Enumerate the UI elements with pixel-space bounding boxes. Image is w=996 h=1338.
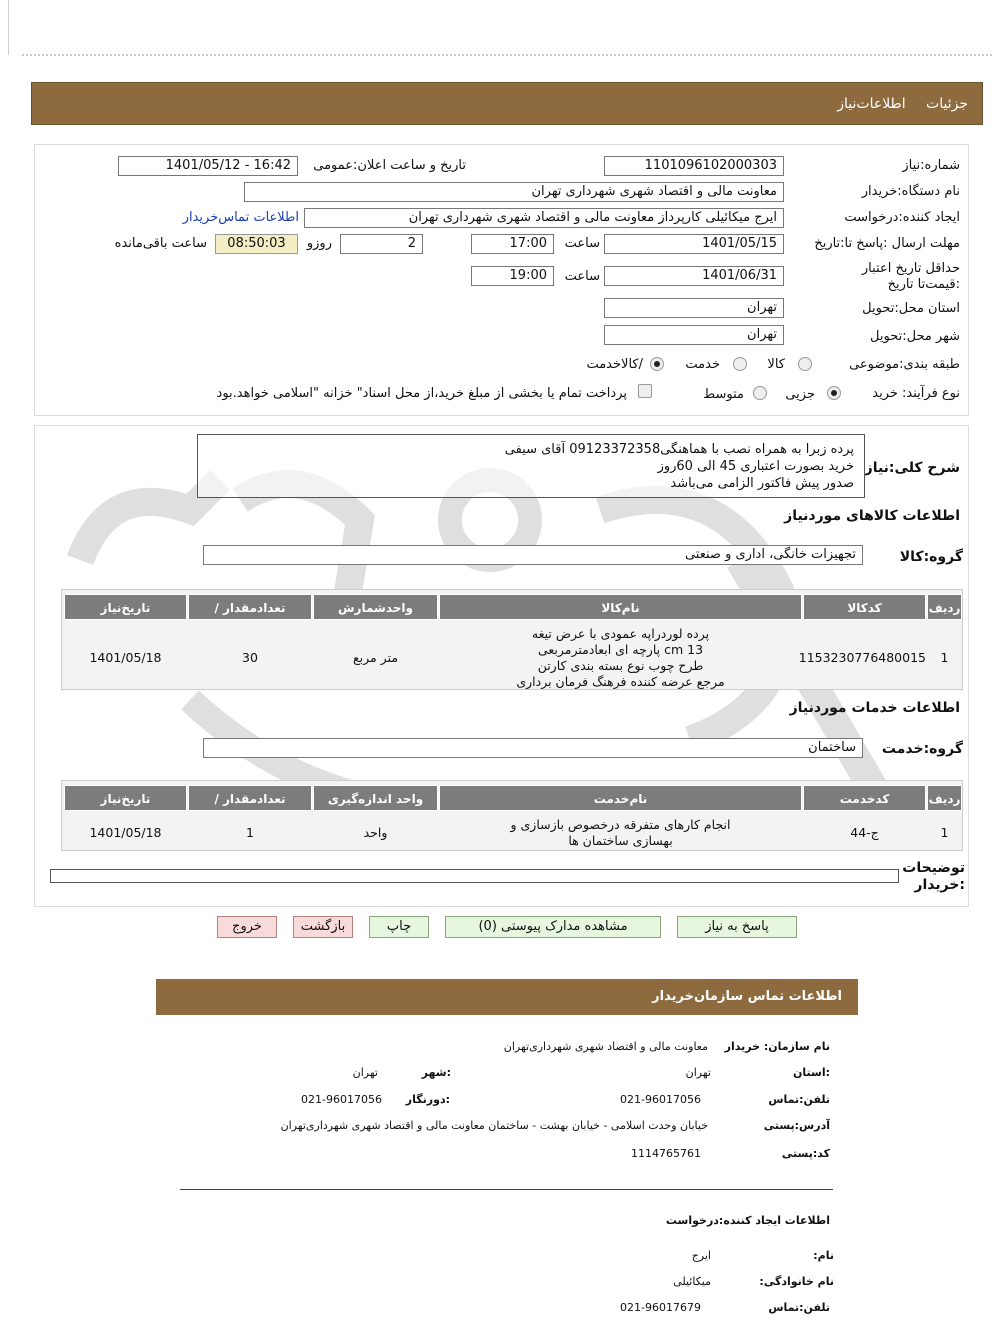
category-service-radio[interactable] (733, 357, 747, 371)
goods-th-index: ردیف (927, 594, 962, 620)
creator-family-label: نام خانوادگی: (759, 1275, 834, 1288)
contact-city-label: :شهر (421, 1066, 451, 1079)
creator-section-title: اطلاعات ایجاد کننده:درخواست (665, 1214, 830, 1227)
goods-th-date: تاریخ‌نیاز (64, 594, 187, 620)
contact-fax-value: 021-96017056 (301, 1093, 382, 1106)
need-number-label: شماره:نیاز (902, 158, 960, 173)
process-label: نوع فرآیند: خرید (872, 386, 960, 401)
validity-date-field: 1401/06/31 (604, 266, 784, 286)
category-service-label: خدمت (685, 357, 720, 372)
process-minor-radio[interactable] (827, 386, 841, 400)
contact-header-bar (156, 979, 858, 1015)
announce-label: تاریخ و ساعت اعلان:عمومی (313, 158, 466, 173)
creator-name-label: نام: (813, 1249, 834, 1262)
deadline-label: مهلت ارسال :پاسخ تا:تاریخ (814, 236, 960, 251)
summary-line: پرده زبرا به همراه نصب با هماهنگی09123372358 آقای سیفی (504, 442, 854, 457)
days-label: روزو (306, 236, 332, 251)
contact-city-value: تهران (352, 1066, 378, 1079)
services-th-unit: واحد اندازه‌گیری (313, 785, 438, 811)
goods-th-unit: واحدشمارش (313, 594, 438, 620)
contact-province-value: تهران (685, 1066, 711, 1079)
services-th-code: کدخدمت (803, 785, 926, 811)
goods-section-title: اطلاعات کالاهای موردنیاز (784, 508, 960, 524)
contact-address-value: خیابان وحدت اسلامی - خیابان بهشت - ساختمان معاونت مالی و اقتصاد شهری شهرداری‌تهران (280, 1119, 708, 1132)
services-name-line: انجام کارهای متفرقه درخصوص بازسازی و (510, 817, 731, 832)
contact-address-label: آدرس:پستی (763, 1119, 830, 1132)
services-row-date: 1401/05/18 (89, 825, 162, 840)
category-goods-service-label: /کالاخدمت (586, 357, 643, 372)
services-group-label: گروه:خدمت (881, 741, 963, 757)
dotted-separator (22, 54, 992, 56)
back-button[interactable]: بازگشت (293, 916, 353, 938)
goods-row-date: 1401/05/18 (89, 650, 162, 665)
services-th-name: نام‌خدمت (439, 785, 802, 811)
city-field: تهران (604, 325, 784, 345)
deadline-hour-label: ساعت (564, 236, 600, 251)
buyer-label: نام دستگاه:خریدار (861, 184, 960, 199)
category-goods-service-radio[interactable] (650, 357, 664, 371)
validity-hour-label: ساعت (564, 269, 600, 284)
province-label: استان محل:تحویل (862, 301, 960, 316)
services-th-qty: / تعدادمقدار (188, 785, 312, 811)
buyer-field: معاونت مالی و اقتصاد شهری شهرداری تهران (244, 182, 784, 202)
category-goods-radio[interactable] (798, 357, 812, 371)
buyer-notes-label: توضیحات :خریدار (902, 860, 965, 893)
goods-th-name: نام‌کالا (439, 594, 802, 620)
services-row-index: 1 (940, 825, 949, 840)
summary-line: خرید بصورت اعتباری 45 الی 60روز (657, 459, 854, 474)
contact-divider (180, 1189, 833, 1190)
need-number-field: 1101096102000303 (604, 156, 784, 176)
contact-postal-value: 1114765761 (631, 1147, 701, 1160)
services-section-title: اطلاعات خدمات موردنیاز (789, 700, 960, 716)
goods-row-code: 1153230776480015 (798, 650, 926, 665)
category-goods-label: کالا (767, 357, 785, 372)
exit-button[interactable]: خروج (217, 916, 277, 938)
services-row-code: ج-44 (850, 825, 879, 840)
buyer-notes-box (50, 869, 899, 883)
services-row-name (439, 817, 802, 849)
creator-phone-value: 021-96017679 (620, 1301, 701, 1314)
tab-need-info[interactable]: اطلاعات‌نیاز (837, 96, 906, 112)
summary-label: شرح کلی:نیاز (864, 460, 960, 476)
goods-th-qty: / تعدادمقدار (188, 594, 312, 620)
reply-button[interactable]: پاسخ به نیاز (677, 916, 797, 938)
treasury-payment-checkbox[interactable] (638, 384, 652, 398)
contact-org-value: معاونت مالی و اقتصاد شهری شهرداری‌تهران (503, 1040, 708, 1053)
print-button[interactable]: چاپ (369, 916, 429, 938)
creator-label: ایجاد کننده:درخواست (844, 210, 960, 225)
creator-phone-label: تلفن:تماس (768, 1301, 830, 1314)
validity-label: حداقل تاریخ اعتبار :قیمت‌تا تاریخ (861, 261, 960, 292)
contact-title: اطلاعات تماس سازمان‌خریدار (652, 989, 842, 1004)
remaining-label: ساعت باقی‌مانده (114, 236, 207, 251)
contact-province-label: :استان (793, 1066, 830, 1079)
services-name-line: بهسازی ساختمان ها (568, 833, 673, 848)
goods-row-qty: 30 (242, 650, 258, 665)
summary-box (197, 434, 865, 498)
goods-table (61, 589, 963, 690)
tab-details[interactable]: جزئیات (926, 96, 968, 112)
goods-th-code: کدکالا (803, 594, 926, 620)
creator-family-value: میکائیلی (673, 1275, 711, 1288)
services-group-field: ساختمان (203, 738, 863, 758)
goods-name-line: مرجع عرضه کننده فرهنگ فرمان برداری (516, 674, 725, 689)
summary-line: صدور پیش فاکتور الزامی می‌باشد (670, 476, 854, 491)
process-medium-label: متوسط (703, 387, 744, 402)
creator-name-value: ایرج (691, 1249, 711, 1262)
page-header-bar (31, 82, 983, 125)
goods-group-field: تجهیزات خانگی، اداری و صنعتی (203, 545, 863, 565)
contact-fax-label: :دورنگار (405, 1093, 450, 1106)
goods-name-line: پرده لوردراپه عمودی با عرض تیغه (531, 626, 710, 641)
services-th-date: تاریخ‌نیاز (64, 785, 187, 811)
process-minor-label: جزیی (785, 387, 815, 402)
attachments-button[interactable]: مشاهده مدارک پیوستی (0) (445, 916, 661, 938)
buyer-contact-link[interactable]: اطلاعات تماس‌خریدار (182, 210, 299, 225)
deadline-date-field: 1401/05/15 (604, 234, 784, 254)
top-border-line (8, 0, 9, 55)
deadline-time-field: 17:00 (471, 234, 554, 254)
validity-time-field: 19:00 (471, 266, 554, 286)
category-label: طبقه بندی:موضوعی (849, 357, 960, 372)
province-field: تهران (604, 298, 784, 318)
contact-postal-label: کد:پستی (781, 1147, 830, 1160)
goods-row-unit: متر مربع (352, 650, 399, 665)
goods-row-name (439, 626, 802, 690)
goods-row-index: 1 (940, 650, 949, 665)
goods-group-label: گروه:کالا (899, 549, 963, 565)
services-table (61, 780, 963, 851)
announce-field: 1401/05/12 - 16:42 (118, 156, 298, 176)
treasury-payment-note: پرداخت تمام یا بخشی از مبلغ خرید،از محل اسناد" خزانه "اسلامی خواهد.بود (216, 386, 627, 401)
process-medium-radio[interactable] (753, 386, 767, 400)
contact-phone-value: 021-96017056 (620, 1093, 701, 1106)
services-row-qty: 1 (246, 825, 254, 840)
days-field: 2 (340, 234, 423, 254)
contact-phone-label: تلفن:تماس (768, 1093, 830, 1106)
goods-name-line: 13 cm پارچه ای ابعادمترمربعی (537, 642, 704, 657)
services-row-unit: واحد (363, 825, 388, 840)
contact-org-label: نام سازمان: خریدار (724, 1040, 830, 1053)
creator-field: ایرج میکائیلی کارپرداز معاونت مالی و اقتصاد شهری شهرداری تهران (304, 208, 784, 228)
services-th-index: ردیف (927, 785, 962, 811)
goods-name-line: طرح چوب نوع بسته بندی کارتن (537, 658, 704, 673)
remaining-timer: 08:50:03 (215, 234, 298, 254)
city-label: شهر محل:تحویل (870, 329, 960, 344)
